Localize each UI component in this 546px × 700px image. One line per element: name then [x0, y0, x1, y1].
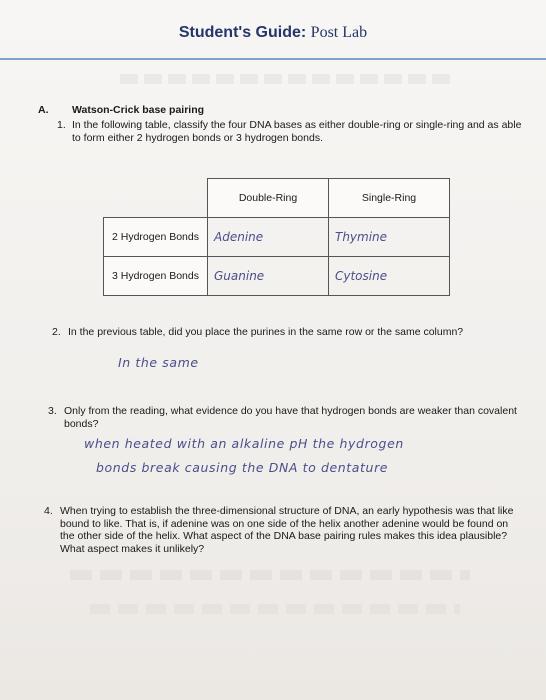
page-title: Student's Guide: Post Lab	[178, 24, 368, 41]
section-letter: A.	[38, 104, 49, 116]
question-4-number: 4.	[44, 505, 53, 517]
answer-cell-cytosine: Cytosine	[329, 257, 450, 296]
table-row	[104, 257, 450, 296]
handwritten-answer-q3-line1: when heated with an alkaline pH the hydrogen	[84, 436, 404, 451]
question-3-number: 3.	[48, 405, 57, 417]
question-1-text: In the following table, classify the four DNA bases as either double-ring or single-ring and as able to form either 2 hydrogen bonds or 3 hydrogen bonds.	[72, 119, 522, 144]
question-4-text: When trying to establish the three-dimensional structure of DNA, an early hypothesis was that like bound to like. That is, if adenine was on one side of the helix another adenine would be found on the other side of the helix. What aspect of the DNA base pairing rules makes this idea plausible? What aspect makes it unlikely?	[60, 505, 514, 555]
answer-cell-thymine: Thymine	[329, 218, 450, 257]
column-header-single-ring: Single-Ring	[329, 179, 450, 218]
question-2-text: In the previous table, did you place the purines in the same row or the same column?	[68, 326, 464, 338]
answer-cell-guanine: Guanine	[208, 257, 329, 296]
table-row	[104, 218, 450, 257]
question-1-number: 1.	[57, 119, 66, 131]
section-title: Watson-Crick base pairing	[72, 104, 205, 116]
dna-bases-table	[103, 178, 450, 296]
bleed-through-texture	[120, 74, 450, 84]
bleed-through-texture	[70, 570, 470, 580]
row-header-2-hydrogen-bonds: 2 Hydrogen Bonds	[104, 218, 208, 257]
table-header-row	[104, 179, 450, 218]
question-2-number: 2.	[52, 326, 61, 338]
handwritten-answer-q2: In the same	[118, 355, 199, 370]
handwritten-answer-q3-line2: bonds break causing the DNA to dentature	[96, 460, 389, 475]
question-3-text: Only from the reading, what evidence do you have that hydrogen bonds are weaker than covalent bonds?	[64, 405, 517, 430]
column-header-double-ring: Double-Ring	[208, 179, 329, 218]
row-header-3-hydrogen-bonds: 3 Hydrogen Bonds	[104, 257, 208, 296]
header-divider	[0, 58, 546, 60]
table-corner-cell	[104, 179, 208, 218]
answer-cell-adenine: Adenine	[208, 218, 329, 257]
bleed-through-texture	[90, 604, 460, 614]
